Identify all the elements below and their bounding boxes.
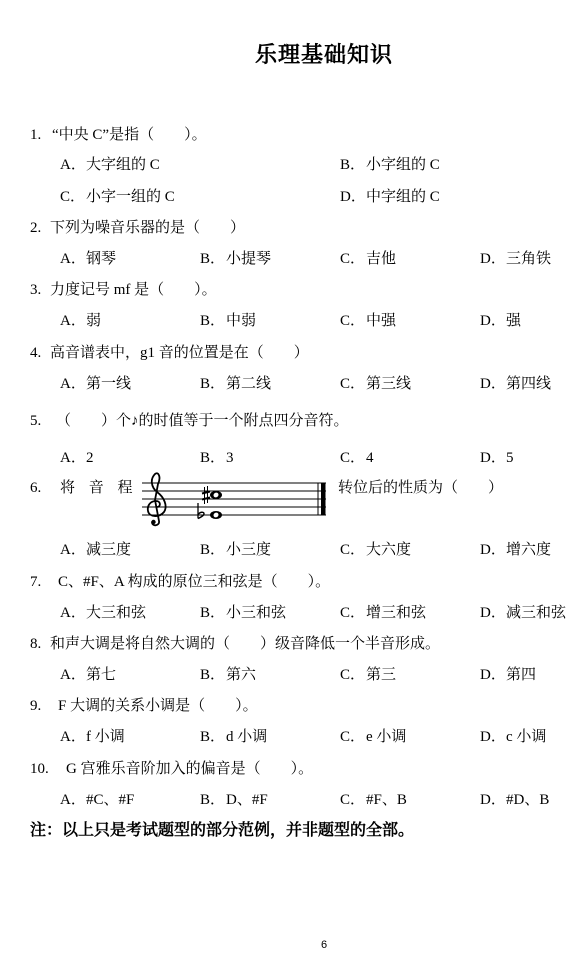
question-text: 高音谱表中，g1 音的位置是在（ ）	[50, 345, 309, 361]
question-text-after-staff: 转位后的性质为（ ）	[338, 480, 504, 496]
option-text: 减三度	[86, 542, 132, 558]
option-a	[60, 540, 131, 560]
option-letter: C．	[340, 605, 366, 621]
option-a	[60, 155, 160, 175]
question-text: C、#F、A 构成的原位三和弦是（ ）。	[58, 574, 331, 590]
option-letter: B．	[200, 251, 226, 267]
question-8-stem	[0, 634, 573, 654]
question-number: 3.	[30, 282, 42, 298]
option-letter: C．	[60, 189, 86, 205]
option-text: 小三和弦	[226, 605, 287, 621]
question-1-options-row-1	[0, 155, 573, 175]
option-letter: A．	[60, 376, 86, 392]
option-text: 小三度	[226, 542, 272, 558]
question-5-options	[0, 448, 573, 468]
whole-note-lower	[210, 511, 222, 519]
option-letter: D．	[480, 313, 506, 329]
flat-icon	[198, 503, 204, 519]
option-a	[60, 374, 131, 394]
option-letter: C．	[340, 313, 366, 329]
option-text: #D、B	[506, 792, 550, 808]
option-b	[200, 249, 271, 269]
question-number: 1.	[30, 127, 42, 143]
option-text: 第三线	[366, 376, 412, 392]
page-number: 6	[321, 939, 328, 951]
option-text: 第一线	[86, 376, 132, 392]
option-letter: D．	[480, 542, 506, 558]
option-a	[60, 727, 125, 747]
question-number: 5.	[30, 413, 42, 429]
question-number: 4.	[30, 345, 42, 361]
option-text: 增三和弦	[366, 605, 427, 621]
option-text: #F、B	[366, 792, 407, 808]
question-text: “中央 C”是指（ ）。	[52, 127, 207, 143]
question-2-stem	[0, 218, 573, 238]
question-9-stem	[0, 696, 573, 716]
question-number: 9.	[30, 698, 42, 714]
option-c	[60, 187, 175, 207]
question-number: 6.	[30, 480, 42, 496]
question-6-options	[0, 540, 573, 560]
option-text: 弱	[86, 313, 102, 329]
option-letter: D．	[480, 792, 506, 808]
question-10-stem	[0, 759, 573, 779]
option-letter: B．	[200, 542, 226, 558]
option-b	[200, 540, 271, 560]
option-text: 大三和弦	[86, 605, 147, 621]
option-letter: B．	[200, 667, 226, 683]
question-text: 下列为噪音乐器的是（ ）	[50, 220, 246, 236]
option-letter: D．	[480, 605, 506, 621]
option-text: f 小调	[86, 729, 125, 745]
option-text: 大字组的 C	[86, 157, 160, 173]
footnote: 注：以上只是考试题型的部分范例，并非题型的全部。	[30, 822, 415, 839]
question-text-before-staff: 将 音 程	[60, 480, 138, 496]
question-4-options	[0, 374, 573, 394]
question-text: G 宫雅乐音阶加入的偏音是（ ）。	[66, 761, 314, 777]
option-text: 小字一组的 C	[86, 189, 175, 205]
question-10-options	[0, 790, 573, 810]
option-letter: A．	[60, 450, 86, 466]
option-b	[200, 727, 267, 747]
question-2-options	[0, 249, 573, 269]
option-c	[340, 311, 396, 331]
option-c	[340, 603, 426, 623]
question-8-options	[0, 665, 573, 685]
option-text: d 小调	[226, 729, 268, 745]
question-3-options	[0, 311, 573, 331]
option-text: 吉他	[366, 251, 397, 267]
option-text: #C、#F	[86, 792, 135, 808]
option-text: 中字组的 C	[366, 189, 440, 205]
question-7-stem	[0, 572, 573, 592]
question-5-stem	[0, 411, 573, 431]
option-text: c 小调	[506, 729, 547, 745]
option-letter: C．	[340, 792, 366, 808]
question-text: （ ）个♪的时值等于一个附点四分音符。	[56, 413, 349, 429]
option-a	[60, 448, 94, 468]
option-b	[200, 374, 271, 394]
option-d	[480, 249, 551, 269]
option-text: 3	[226, 450, 234, 466]
option-letter: C．	[340, 450, 366, 466]
question-text: F 大调的关系小调是（ ）。	[58, 698, 258, 714]
option-letter: D．	[480, 667, 506, 683]
page-title: 乐理基础知识	[255, 42, 394, 67]
option-text: 大六度	[366, 542, 412, 558]
option-letter: A．	[60, 605, 86, 621]
option-text: 第六	[226, 667, 257, 683]
question-9-options	[0, 727, 573, 747]
option-letter: D．	[480, 729, 506, 745]
option-a	[60, 311, 101, 331]
option-text: 小字组的 C	[366, 157, 440, 173]
option-text: 第四	[506, 667, 537, 683]
staff-lines	[142, 483, 326, 515]
option-c	[340, 665, 396, 685]
option-letter: A．	[60, 792, 86, 808]
option-c	[340, 727, 406, 747]
option-letter: B．	[200, 450, 226, 466]
option-c	[340, 448, 374, 468]
option-b	[200, 665, 256, 685]
option-text: e 小调	[366, 729, 407, 745]
option-d	[480, 790, 549, 810]
interval-staff-image	[138, 470, 330, 528]
option-d	[480, 603, 566, 623]
option-text: 强	[506, 313, 522, 329]
option-b	[200, 311, 256, 331]
sharp-icon	[202, 486, 210, 504]
option-letter: D．	[480, 450, 506, 466]
option-text: 中弱	[226, 313, 257, 329]
option-text: 5	[506, 450, 514, 466]
option-letter: C．	[340, 542, 366, 558]
option-text: 减三和弦	[506, 605, 567, 621]
question-1-options-row-2	[0, 187, 573, 207]
option-text: 中强	[366, 313, 397, 329]
option-text: 2	[86, 450, 94, 466]
option-b	[340, 155, 440, 175]
option-letter: A．	[60, 542, 86, 558]
option-a	[60, 790, 134, 810]
option-letter: D．	[340, 189, 366, 205]
option-c	[340, 249, 396, 269]
option-d	[480, 727, 546, 747]
option-letter: C．	[340, 667, 366, 683]
option-a	[60, 249, 116, 269]
whole-note-upper	[210, 491, 222, 499]
option-letter: B．	[200, 376, 226, 392]
option-c	[340, 374, 411, 394]
option-letter: A．	[60, 667, 86, 683]
option-letter: B．	[200, 729, 226, 745]
option-b	[200, 603, 286, 623]
question-3-stem	[0, 280, 573, 300]
option-d	[480, 374, 551, 394]
option-text: 小提琴	[226, 251, 272, 267]
question-7-options	[0, 603, 573, 623]
option-text: 4	[366, 450, 374, 466]
option-letter: A．	[60, 313, 86, 329]
option-text: 第三	[366, 667, 397, 683]
question-number: 8.	[30, 636, 42, 652]
thick-barline	[321, 483, 326, 516]
option-d	[480, 540, 551, 560]
option-letter: D．	[480, 376, 506, 392]
question-text: 力度记号 mf 是（ ）。	[50, 282, 217, 298]
option-letter: B．	[200, 313, 226, 329]
option-c	[340, 790, 407, 810]
option-letter: A．	[60, 157, 86, 173]
question-text: 和声大调是将自然大调的（ ）级音降低一个半音形成。	[50, 636, 441, 652]
option-text: D、#F	[226, 792, 268, 808]
option-letter: B．	[200, 792, 226, 808]
option-a	[60, 665, 116, 685]
option-b	[200, 448, 234, 468]
option-text: 第二线	[226, 376, 272, 392]
option-text: 钢琴	[86, 251, 117, 267]
option-b	[200, 790, 268, 810]
option-d	[340, 187, 440, 207]
question-1-stem	[0, 125, 573, 145]
option-d	[480, 665, 536, 685]
option-letter: A．	[60, 251, 86, 267]
option-letter: D．	[480, 251, 506, 267]
option-a	[60, 603, 146, 623]
option-letter: B．	[200, 605, 226, 621]
question-number: 7.	[30, 574, 42, 590]
option-text: 第七	[86, 667, 117, 683]
option-text: 第四线	[506, 376, 552, 392]
option-letter: C．	[340, 376, 366, 392]
question-4-stem	[0, 343, 573, 363]
option-text: 增六度	[506, 542, 552, 558]
option-text: 三角铁	[506, 251, 552, 267]
option-d	[480, 311, 521, 331]
option-letter: A．	[60, 729, 86, 745]
option-letter: C．	[340, 251, 366, 267]
question-number: 10.	[30, 761, 49, 777]
option-letter: B．	[340, 157, 366, 173]
option-letter: C．	[340, 729, 366, 745]
option-d	[480, 448, 514, 468]
option-c	[340, 540, 411, 560]
question-number: 2.	[30, 220, 42, 236]
